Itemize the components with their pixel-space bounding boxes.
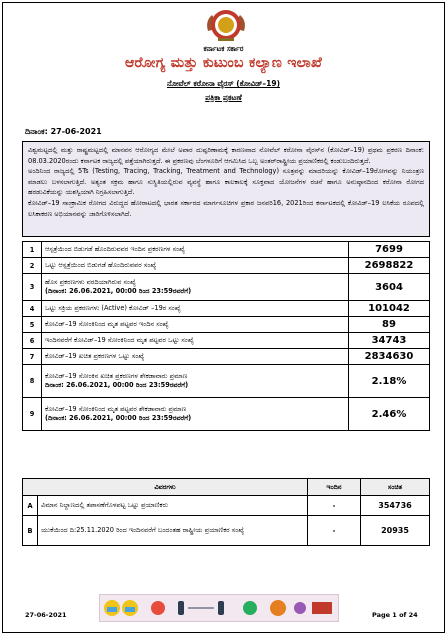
footer-date: 27-06-2021 — [25, 611, 67, 619]
header-cumulative: ಸಂಚಿತ — [361, 479, 430, 496]
header-details: ವಿವರಗಳು — [23, 479, 308, 496]
travellers-table — [22, 478, 430, 546]
row-label: ಯುಕೆಯಿಂದ ದಿ:25.11.2020 ರಿಂದ ಇಂದಿನವರೆಗೆ ಬಂದಂತಹ ರಾಷ್ಟ್ರೀಯ ಪ್ರಯಾಣಿಕರ ಸಂಖ್ಯೆ — [38, 516, 308, 546]
row-label-date: (ದಿನಾಂಕ: 26.06.2021, 00:00 ರಿಂದ 23:59ರವರೆಗೆ) — [45, 287, 192, 295]
table-header-row — [23, 479, 430, 496]
intro-paragraph: ಕೋವಿಡ್–19 ಸಾಂಕ್ರಾಮಿಕ ರೋಗದ ವಿರುದ್ಧದ ಹೋರಾಟದಲ್ಲಿ ಭಾರತ ಸರ್ಕಾರದ ಮಾರ್ಗಸೂಚಿಗಳ ಪ್ರಕಾರ ಜನವರಿ16, 2021ರಿಂದ ಕರ್ನಾಟಕದಲ್ಲಿ ಕೋವಿಡ್–19 ಲಸಿಕೆಯ ರೂಪದಲ್ಲಿ ಲಸಿಕಾಕರಣ ಅಭಿಯಾನವನ್ನು ಜಾರಿಗೊಳಿಸಲಾಗಿದೆ. — [28, 198, 424, 218]
row-value: 7699 — [349, 242, 430, 258]
person-icon — [178, 601, 184, 615]
row-label: ವಿಮಾನ ನಿಲ್ದಾಣದಲ್ಲಿ ತಪಾಸಣೆಗೊಳಪಟ್ಟ ಒಟ್ಟು ಪ್ರಯಾಣಿಕರು — [38, 496, 308, 516]
person-icon — [218, 601, 224, 615]
intro-paragraph: ವಿಶ್ವಮಟ್ಟದಲ್ಲಿ ಮತ್ತು ರಾಷ್ಟ್ರಮಟ್ಟದಲ್ಲಿ ಮಾನವನ ಆರೋಗ್ಯದ ಮೇಲೆ ಅಪಾರ ದುಷ್ಪರಿಣಾಮಕ್ಕೆ ಕಾರಣವಾದ ನೋವೆಲ್ ಕರೋನಾ ವೈರಸ್‌ನ (ಕೋವಿಡ್–19) ಪ್ರಥಮ ಪ್ರಕರಣ ದಿನಾಂಕ: 08.03.2020ರಂದು ಕರ್ನಾಟಕ ರಾಜ್ಯದಲ್ಲಿ ಪತ್ತೆಯಾಗಿರುತ್ತದೆ. ಈ ಪ್ರಕರಣವು ಬೆಂಗಳೂರಿಗೆ ಆಗಮಿಸಿದ ಒಬ್ಬ ಅಂತರ್‌ರಾಷ್ಟ್ರೀಯ ಪ್ರಯಾಣಿಕರಲ್ಲಿ ಕಂಡುಬಂದಿರುತ್ತದೆ. — [28, 146, 424, 165]
header-today: ಇಂದಿನ — [308, 479, 361, 496]
table-row — [23, 333, 430, 349]
row-today: - — [308, 496, 361, 516]
row-value: 2834630 — [349, 349, 430, 365]
row-value: 2.46% — [349, 398, 430, 431]
row-label-text: ಹೊಸ ಪ್ರಕರಣಗಳು ವರದಿಯಾಗಿರುವ ಸಂಖ್ಯೆ — [45, 278, 136, 286]
table-row — [23, 349, 430, 365]
table-row — [23, 365, 430, 398]
row-today: - — [308, 516, 361, 546]
row-label — [42, 258, 349, 274]
bulletin-date: ದಿನಾಂಕ: 27-06-2021 — [25, 127, 102, 136]
table-row — [23, 398, 430, 431]
row-value: 34743 — [349, 333, 430, 349]
karnataka-emblem-icon — [203, 7, 249, 43]
row-cumulative: 354736 — [361, 496, 430, 516]
handwash-icon — [270, 600, 286, 616]
row-number: 5 — [23, 317, 42, 333]
table-row — [23, 258, 430, 274]
row-number: 6 — [23, 333, 42, 349]
intro-box — [22, 141, 430, 237]
row-number: 3 — [23, 274, 42, 301]
row-label — [42, 349, 349, 365]
bulletin-page — [2, 2, 445, 633]
stay-home-icon — [294, 602, 306, 614]
row-label-date: (ದಿನಾಂಕ: 26.06.2021, 00:00 ರಿಂದ 23:59ರವರೆಗೆ) — [45, 414, 192, 422]
row-value: 101042 — [349, 301, 430, 317]
row-value: 2698822 — [349, 258, 430, 274]
row-number: 8 — [23, 365, 42, 398]
row-label-date: ದಿನಾಂಕ: 26.06.2021, 00:00 ರಿಂದ 23:59ರವರೆಗೆ) — [45, 381, 189, 389]
row-number: 4 — [23, 301, 42, 317]
row-cumulative: 20935 — [361, 516, 430, 546]
department-title: ಆರೋಗ್ಯ ಮತ್ತು ಕುಟುಂಬ ಕಲ್ಯಾಣ ಇಲಾಖೆ — [124, 55, 322, 71]
table-row — [23, 317, 430, 333]
intro-paragraph: ಅಂದಿನಿಂದ ರಾಜ್ಯದಲ್ಲಿ 5Ts (Testing, Tracing, Tracking, Treatment and Technology) ಸೂತ್ರವನ್ನು ಮಾದರಿಯನ್ನು ಕೋವಿಡ್–19ರೋಗವನ್ನು ನಿಯಂತ್ರಣ ಮಾಡಲು ಬಳಸಲಾಗುತ್ತಿದೆ. ಅತ್ಯಂತ ಸಕ್ರಮ ಹಾಗೂ ಸುಸ್ಥಿತಿಯಲ್ಲಿರುವ ವ್ಯವಸ್ಥೆ ಹಾಗೂ ಕಾಲಕಾಲಕ್ಕೆ ಸೂಕ್ತವಾದ ಯೋಜನೆಗಳ ರಚನೆ ಹಾಗೂ ಅನುಷ್ಠಾನದಿಂದ ಕರೋನಾ ರೋಗದ ಹರಡುವಿಕೆಯನ್ನು ಯಶಸ್ವಿಯಾಗಿ ನಿಗ್ರಹಿಸಲಾಗುತ್ತಿದೆ. — [28, 167, 424, 197]
row-value: 3604 — [349, 274, 430, 301]
row-label — [42, 365, 349, 398]
awareness-banner — [99, 594, 339, 622]
row-label-text: ಒಟ್ಟು ಸಕ್ರಿಯ ಪ್ರಕರಣಗಳು (Active) ಕೋವಿಡ್ –19ರ ಸಂಖ್ಯೆ — [45, 304, 181, 312]
table-row — [23, 274, 430, 301]
row-label — [42, 398, 349, 431]
row-label — [42, 274, 349, 301]
row-label-text: ಆಸ್ಪತ್ರೆಯಿಂದ ಬಿಡುಗಡೆ ಹೊಂದಿರುವವರ ಇಂದಿನ ಪ್ರಕರಣಗಳ ಸಂಖ್ಯೆ — [45, 245, 185, 253]
table-row — [23, 301, 430, 317]
row-label — [42, 301, 349, 317]
row-label-text: ಕೋವಿಡ್–19 ಸೋಂಕಿನಿಂದ ಮೃತ ಪಟ್ಟವರ ಶೇಕಡಾವಾರು ಪ್ರಮಾಣ — [45, 405, 187, 413]
row-label-text: ಕೋವಿಡ್–19 ಖಚಿತ ಪ್ರಕರಣಗಳ ಒಟ್ಟು ಸಂಖ್ಯೆ — [45, 352, 145, 360]
table-row — [23, 496, 430, 516]
row-label-text: ಕೋವಿಡ್–19 ಸೋಂಕಿನ ಖಚಿತ ಪ್ರಕರಣಗಳ ಶೇಕಡಾವಾರು ಪ್ರಮಾಣ — [45, 372, 188, 380]
row-number: 7 — [23, 349, 42, 365]
table-row — [23, 242, 430, 258]
row-label-text: ಕೋವಿಡ್–19 ಸೋಂಕಿನಿಂದ ಮೃತ ಪಟ್ಟವರ ಇಂದಿನ ಸಂಖ್ಯೆ — [45, 320, 169, 328]
row-number: 1 — [23, 242, 42, 258]
bulletin-subtitle: ನೋವೆಲ್ ಕರೋನಾ ವೈರಸ್ (ಕೋವಿಡ್–19) — [166, 79, 281, 88]
sanitizer-icon — [151, 601, 165, 615]
table-row — [23, 516, 430, 546]
row-number: 2 — [23, 258, 42, 274]
row-label-text: ಒಟ್ಟು ಆಸ್ಪತ್ರೆಯಿಂದ ಬಿಡುಗಡೆ ಹೊಂದಿರುವವರ ಸಂಖ್ಯೆ — [45, 261, 157, 269]
row-letter: B — [23, 516, 38, 546]
awareness-pictograms — [100, 595, 338, 621]
row-value: 89 — [349, 317, 430, 333]
check-icon — [243, 601, 257, 615]
row-label-text: ಇಂದಿನವರೆಗೆ ಕೋವಿಡ್–19 ಸೋಂಕಿನಿಂದ ಮೃತ ಪಟ್ಟವರ ಒಟ್ಟು ಸಂಖ್ಯೆ — [45, 336, 194, 344]
row-label — [42, 317, 349, 333]
row-label — [42, 242, 349, 258]
row-value: 2.18% — [349, 365, 430, 398]
awareness-badge-icon — [312, 602, 332, 614]
statistics-table — [22, 241, 430, 431]
row-letter: A — [23, 496, 38, 516]
government-name: ಕರ್ನಾಟಕ ಸರ್ಕಾರ — [203, 45, 244, 53]
row-number: 9 — [23, 398, 42, 431]
page-indicator: Page 1 of 24 — [372, 611, 418, 619]
row-label — [42, 333, 349, 349]
bulletin-type: ಪತ್ರಿಕಾ ಪ್ರಕಟಣೆ — [205, 93, 242, 102]
